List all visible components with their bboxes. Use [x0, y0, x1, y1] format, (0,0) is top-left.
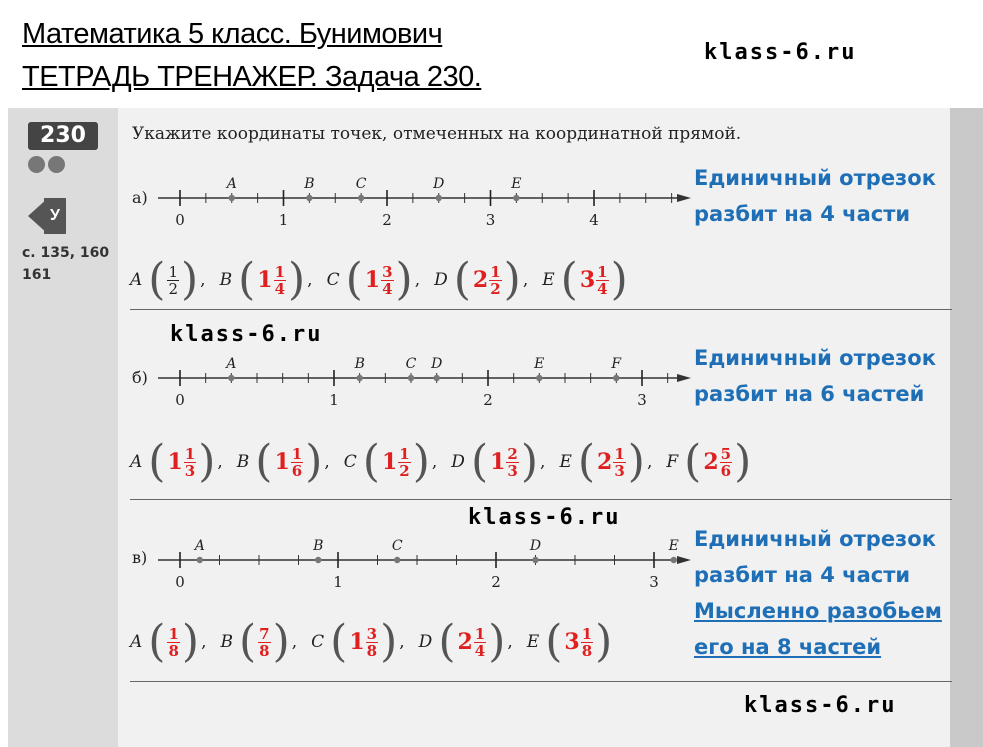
answer-item	[542, 254, 628, 305]
paren-left: (	[148, 254, 166, 305]
answer-fraction	[398, 446, 410, 479]
paren-right: )	[595, 616, 613, 667]
point-label: E	[534, 356, 545, 372]
answer-point-name: A	[130, 632, 143, 652]
paren-right: )	[305, 436, 323, 487]
fraction-numerator: 1	[490, 262, 501, 281]
answer-point-name: E	[559, 452, 572, 472]
answer-value	[165, 264, 181, 297]
header-title-line1: Математика 5 класс. Бунимович	[22, 18, 443, 50]
paren-left: (	[345, 254, 363, 305]
answer-item	[219, 254, 313, 305]
comma: ,	[217, 452, 223, 472]
answer-whole: 1	[274, 449, 290, 475]
paren-right: )	[520, 436, 539, 487]
answer-point-name: C	[326, 270, 340, 290]
answer-whole: 1	[490, 449, 506, 475]
point-label: C	[355, 176, 367, 192]
tick-label: 1	[329, 391, 339, 409]
fraction-numerator: 1	[184, 444, 196, 463]
point-label: A	[226, 356, 237, 372]
comma: ,	[414, 270, 421, 290]
paren-right: )	[734, 436, 752, 487]
comma: ,	[646, 452, 653, 472]
comma: ,	[291, 632, 298, 652]
comma: ,	[399, 632, 405, 652]
answer-whole: 1	[167, 449, 183, 475]
page-references: с. 135, 160 161	[22, 245, 110, 283]
answer-whole: 2	[472, 267, 489, 293]
point-label: B	[304, 176, 315, 192]
answer-fraction	[506, 446, 518, 479]
paren-right: )	[380, 616, 398, 667]
paren-right: )	[181, 254, 199, 305]
answer-parentheses	[148, 254, 199, 305]
fraction-denominator: 4	[474, 641, 486, 660]
answer-point-name: D	[434, 270, 448, 290]
fraction-denominator: 2	[399, 461, 410, 480]
answer-value	[363, 264, 396, 297]
tick-label: 3	[485, 211, 496, 229]
fraction-denominator: 8	[366, 641, 378, 660]
divider	[130, 681, 952, 682]
paren-left: (	[684, 436, 702, 487]
answer-point-name: B	[219, 270, 233, 290]
paren-left: (	[330, 616, 348, 667]
watermark-top: klass-6.ru	[704, 40, 857, 65]
fraction-numerator: 1	[274, 262, 285, 281]
comma: ,	[540, 452, 546, 472]
paren-left: (	[470, 436, 489, 487]
fraction-denominator: 6	[720, 461, 732, 480]
answer-parentheses	[453, 254, 521, 305]
fraction-denominator: 3	[614, 461, 625, 480]
point-label: C	[391, 538, 403, 554]
point-label: E	[511, 176, 522, 192]
answer-parentheses	[362, 436, 430, 487]
hint-part-c: Единичный отрезок разбит на 4 части Мысленно разобьем его на 8 частей	[694, 527, 942, 659]
tick-label: 2	[483, 391, 493, 409]
answer-value	[471, 264, 504, 297]
tick-label: 4	[589, 211, 599, 229]
answer-parentheses	[148, 616, 200, 667]
answer-value	[165, 626, 181, 659]
answer-value	[165, 446, 198, 479]
watermark-mid-left: klass-6.ru	[170, 322, 323, 347]
fraction-denominator: 3	[184, 461, 196, 480]
answer-value	[701, 446, 734, 479]
paren-left: (	[545, 616, 563, 667]
fraction-numerator: 1	[399, 444, 410, 463]
fraction-numerator: 3	[366, 624, 378, 643]
task-text: Укажите координаты точек, отмеченных на координатной прямой.	[132, 124, 742, 144]
point-label: D	[431, 356, 443, 372]
comma: ,	[522, 270, 529, 290]
fraction-denominator: 8	[581, 641, 593, 660]
point-label: F	[611, 356, 622, 372]
paren-left: (	[362, 436, 380, 487]
answer-point-name: A	[130, 452, 143, 472]
answer-parentheses	[577, 436, 645, 487]
answer-point-name: B	[236, 452, 250, 472]
answer-whole: 1	[364, 267, 381, 293]
answer-point-name: D	[451, 452, 465, 472]
answer-item	[434, 254, 529, 305]
header-title-line2: ТЕТРАДЬ ТРЕНАЖЕР. Задача 230.	[22, 61, 482, 93]
answer-value	[488, 446, 521, 479]
answers-part-b	[130, 436, 765, 487]
answer-item	[343, 436, 438, 487]
paren-right: )	[627, 436, 645, 487]
comma: ,	[307, 270, 313, 290]
answers-part-c	[130, 616, 626, 667]
comma: ,	[431, 452, 438, 472]
answer-item	[236, 436, 330, 487]
paren-left: (	[148, 616, 166, 667]
answer-whole: 1	[349, 629, 365, 655]
answer-item	[418, 616, 513, 667]
fraction-numerator: 1	[597, 262, 608, 281]
fraction-denominator: 2	[490, 279, 501, 298]
answer-parentheses	[545, 616, 613, 667]
answer-item	[526, 616, 613, 667]
answer-parentheses	[438, 616, 506, 667]
answer-fraction	[291, 446, 303, 479]
answer-parentheses	[345, 254, 413, 305]
part-c-label: в)	[132, 548, 148, 567]
answer-fraction	[167, 626, 179, 659]
answer-value	[455, 626, 488, 659]
answer-value	[255, 264, 288, 297]
paren-right: )	[198, 436, 216, 487]
answer-point-name: E	[542, 270, 555, 290]
point-label: D	[433, 176, 445, 192]
answer-item	[130, 254, 206, 305]
task-number-badge: 230	[28, 122, 98, 150]
answer-parentheses	[148, 436, 216, 487]
answers-part-a	[130, 254, 642, 305]
watermark-mid: klass-6.ru	[468, 505, 621, 530]
comma: ,	[507, 632, 513, 652]
comma: ,	[200, 270, 206, 290]
answer-whole: 1	[257, 267, 273, 293]
answer-fraction	[184, 446, 196, 479]
divider	[130, 499, 952, 500]
answer-value	[595, 446, 628, 479]
difficulty-dot-icon	[28, 156, 45, 173]
paren-right: )	[610, 254, 628, 305]
answer-fraction	[167, 264, 179, 297]
answer-whole: 3	[564, 629, 580, 655]
tick-label: 2	[491, 573, 501, 591]
fraction-denominator: 8	[168, 641, 179, 660]
paren-left: (	[238, 254, 256, 305]
right-margin-strip	[950, 108, 983, 747]
part-a-label: а)	[132, 188, 148, 207]
point-label: A	[194, 538, 205, 554]
fraction-numerator: 5	[720, 444, 732, 463]
fraction-numerator: 3	[382, 262, 393, 281]
fraction-numerator: 2	[507, 444, 518, 463]
answer-item	[559, 436, 653, 487]
fraction-numerator: 7	[259, 624, 270, 643]
paren-right: )	[395, 254, 413, 305]
answer-item	[130, 436, 223, 487]
answer-whole: 2	[703, 449, 719, 475]
answer-parentheses	[560, 254, 628, 305]
paren-right: )	[288, 254, 306, 305]
answer-value	[272, 446, 305, 479]
paren-right: )	[181, 616, 200, 667]
answer-value	[562, 626, 595, 659]
tick-label: 3	[637, 391, 647, 409]
fraction-denominator: 8	[259, 641, 270, 660]
tick-label: 0	[175, 211, 185, 229]
answer-fraction	[613, 446, 625, 479]
point-label: C	[405, 356, 417, 372]
answer-point-name: D	[418, 632, 433, 652]
answer-fraction	[258, 626, 270, 659]
fraction-numerator: 1	[291, 444, 303, 463]
answer-whole: 2	[457, 629, 473, 655]
fraction-denominator: 2	[168, 279, 178, 298]
fraction-numerator: 1	[474, 624, 486, 643]
answer-point-name: E	[526, 632, 540, 652]
paren-left: (	[560, 254, 578, 305]
paren-right: )	[488, 616, 506, 667]
answer-parentheses	[684, 436, 752, 487]
paren-right: )	[412, 436, 430, 487]
answer-parentheses	[238, 254, 306, 305]
point-label: B	[354, 356, 365, 372]
fraction-numerator: 1	[581, 624, 593, 643]
tick-label: 3	[649, 573, 659, 591]
tick-label: 0	[175, 573, 185, 591]
answer-fraction	[474, 626, 486, 659]
flag-letter: У	[44, 198, 66, 234]
fraction-numerator: 1	[168, 262, 178, 281]
answer-fraction	[274, 264, 286, 297]
paren-right: )	[503, 254, 521, 305]
fraction-denominator: 4	[382, 279, 393, 298]
answer-parentheses	[470, 436, 539, 487]
answer-item	[451, 436, 546, 487]
fraction-denominator: 4	[274, 279, 285, 298]
paren-left: (	[453, 254, 471, 305]
watermark-bottom: klass-6.ru	[744, 693, 897, 718]
answer-point-name: B	[220, 632, 233, 652]
fraction-denominator: 4	[597, 279, 608, 298]
answer-point-name: C	[311, 632, 325, 652]
answer-value	[578, 264, 611, 297]
point-label: A	[226, 176, 237, 192]
answer-fraction	[489, 264, 501, 297]
answer-whole: 1	[381, 449, 398, 475]
answer-item	[326, 254, 421, 305]
point-label: D	[529, 538, 542, 554]
fraction-numerator: 1	[614, 444, 625, 463]
answer-value	[256, 626, 272, 659]
answer-item	[311, 616, 405, 667]
answer-parentheses	[330, 616, 398, 667]
tick-label: 2	[382, 211, 392, 229]
answer-fraction	[581, 626, 593, 659]
paren-left: (	[255, 436, 273, 487]
paren-left: (	[577, 436, 596, 487]
point-label: E	[668, 538, 679, 554]
answer-parentheses	[255, 436, 323, 487]
difficulty-dot-icon	[48, 156, 65, 173]
answer-point-name: C	[343, 452, 357, 472]
paren-left: (	[438, 616, 456, 667]
hint-part-a: Единичный отрезок разбит на 4 части	[694, 166, 936, 226]
fraction-denominator: 3	[507, 461, 518, 480]
answer-point-name: F	[666, 452, 679, 472]
fraction-numerator: 1	[168, 624, 179, 643]
part-b-label: б)	[132, 368, 148, 387]
paren-right: )	[272, 616, 290, 667]
point-label: B	[313, 538, 324, 554]
answer-item	[130, 616, 207, 667]
answer-item	[220, 616, 298, 667]
tick-label: 1	[278, 211, 289, 229]
answer-whole: 3	[579, 267, 596, 293]
answer-value	[380, 446, 413, 479]
paren-left: (	[148, 436, 166, 487]
answer-point-name: A	[130, 270, 143, 290]
answer-value	[347, 626, 380, 659]
answer-fraction	[720, 446, 732, 479]
paren-left: (	[238, 616, 257, 667]
answer-whole: 2	[597, 449, 613, 475]
answer-fraction	[381, 264, 393, 297]
answer-fraction	[366, 626, 378, 659]
tick-label: 1	[333, 573, 343, 591]
answer-fraction	[596, 264, 608, 297]
answer-parentheses	[238, 616, 290, 667]
fraction-denominator: 6	[291, 461, 303, 480]
hint-part-b: Единичный отрезок разбит на 6 частей	[694, 346, 936, 406]
comma: ,	[324, 452, 330, 472]
divider	[130, 309, 952, 310]
answer-item	[666, 436, 752, 487]
tick-label: 0	[175, 391, 185, 409]
comma: ,	[201, 632, 207, 652]
